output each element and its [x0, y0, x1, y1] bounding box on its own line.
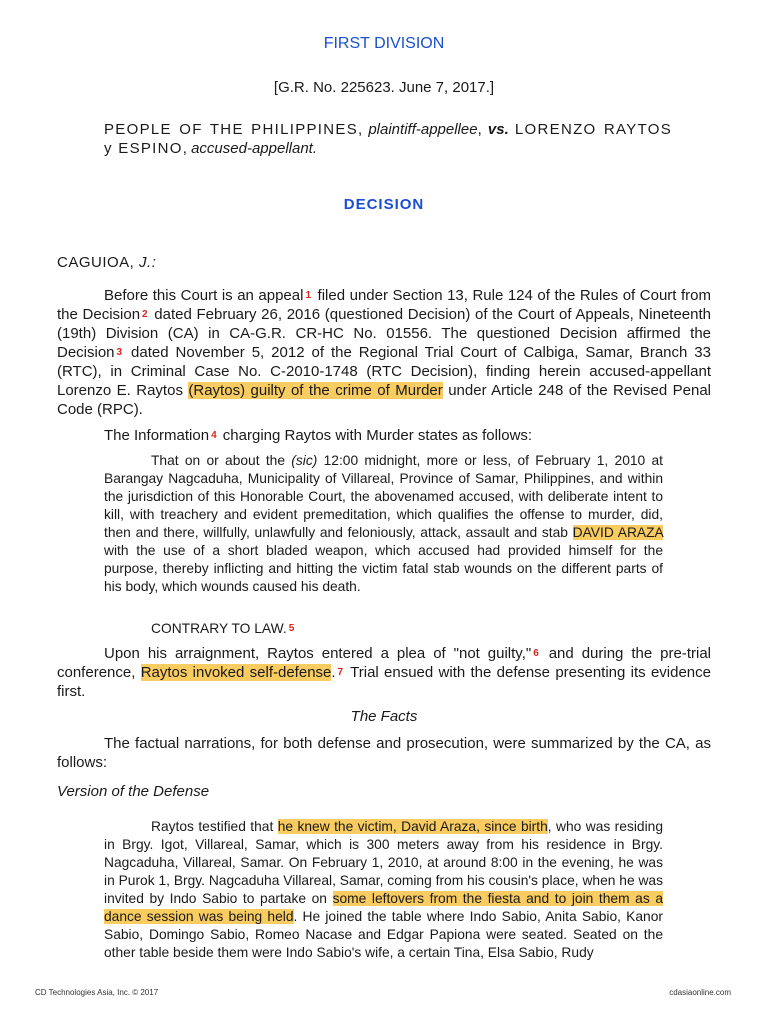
quote3-text-1: Raytos testified that	[151, 819, 278, 834]
para1-text-5: under Article 248 of the Revised Penal Code (RPC).	[57, 382, 711, 418]
case-parties: PEOPLE OF THE PHILIPPINES, plaintiff-appellee, vs. LORENZO RAYTOS y ESPINO, accused-appellant.	[104, 121, 673, 157]
facts-heading: The Facts	[350, 708, 418, 725]
quote3-text-3: . He joined the table where Indo Sabio, Anita Sabio, Kanor Sabio, Domingo Sabio, Romeo Nacase and Edgar Papiona were seated. Seated on the other table beside them were Indo Sabio's wife, a certain Tina, Elsa Sabio, Rudy	[104, 909, 663, 960]
para1-text-4: dated November 5, 2012 of the Regional Trial Court of Calbiga, Samar, Branch 33 (RTC), in Criminal Case No. C-2010-1748 (RTC Decision), finding herein accused-appellant Lorenzo E. Raytos	[57, 344, 711, 399]
ponente-title: J.:	[139, 254, 157, 271]
footnote-4-link[interactable]: 4	[211, 430, 217, 441]
party-appellant: LORENZO RAYTOS y ESPINO	[104, 121, 673, 157]
party-appellee: PEOPLE OF THE PHILIPPINES	[104, 121, 359, 138]
quote3-text-2: , who was residing in Brgy. Igot, Villareal, Samar, which is 300 meters away from his residence in Brgy. Nagcaduha, Villareal, Samar. On February 1, 2010, at around 8:00 in the evening, he was in Purok 1, Brgy. Nagcaduha Villareal, Samar, coming from his cousin's place, when he was invited by Indo Sabio to partake on	[104, 819, 663, 906]
paragraph-4: The factual narrations, for both defense and prosecution, were summarized by the CA, as follows:	[57, 735, 711, 771]
footnote-6-link[interactable]: 6	[533, 648, 539, 659]
footnote-5-link[interactable]: 5	[288, 623, 295, 634]
defense-quote	[104, 818, 663, 962]
footnote-1-link[interactable]: 1	[305, 290, 312, 301]
para3-text-4: Trial ensued with the defense presenting its evidence first.	[57, 664, 711, 700]
ponente-name: CAGUIOA,	[57, 254, 135, 271]
para3-text-1: Upon his arraignment, Raytos entered a plea of "not guilty,"	[104, 645, 532, 662]
para1-text-2: filed under Section 13, Rule 124 of the Rules of Court from the Decision	[57, 287, 711, 323]
footer-website[interactable]: cdasiaonline.com	[669, 988, 731, 997]
case-number: [G.R. No. 225623. June 7, 2017.]	[273, 79, 495, 96]
highlight-knew-victim: he knew the victim, David Araza, since birth	[277, 819, 548, 834]
highlight-guilty-murder: (Raytos) guilty of the crime of Murder	[188, 382, 443, 399]
contrary-text: CONTRARY TO LAW.	[151, 621, 287, 636]
para2-text-2: charging Raytos with Murder states as follows:	[218, 427, 533, 444]
para1-text-3: dated February 26, 2016 (questioned Decision) of the Court of Appeals, Nineteenth (19th) Division (CA) in CA-G.R. CR-HC No. 01556. The questioned Decision affirmed the Decision	[57, 306, 711, 361]
footnote-3-link[interactable]: 3	[116, 347, 123, 358]
highlight-victim-name: DAVID ARAZA	[572, 525, 663, 540]
ponente	[57, 254, 156, 271]
paragraph-3	[57, 644, 711, 701]
para3-text-3: .	[331, 664, 336, 681]
decision-title: DECISION	[343, 196, 425, 213]
paragraph-1	[57, 286, 711, 419]
division-heading: FIRST DIVISION	[323, 35, 445, 52]
para3-text-2: and during the pre-trial conference,	[57, 645, 711, 681]
highlight-self-defense: Raytos invoked self-defense	[140, 664, 332, 681]
para2-text-1: The Information	[104, 427, 210, 444]
information-quote	[104, 452, 663, 596]
quote1-text-1: That on or about the	[151, 453, 292, 468]
quote1-sic: (sic)	[291, 453, 318, 468]
footnote-7-link[interactable]: 7	[337, 667, 344, 678]
footnote-2-link[interactable]: 2	[142, 309, 148, 320]
para1-text-1: Before this Court is an appeal	[104, 287, 304, 304]
contrary-to-law	[151, 620, 651, 638]
footer-copyright: CD Technologies Asia, Inc. © 2017	[35, 988, 159, 997]
party-appellee-role: plaintiff-appellee	[368, 121, 478, 138]
versus-label: vs.	[487, 121, 509, 138]
quote1-text-2: 12:00 midnight, more or less, of February 1, 2010 at Barangay Nagcaduha, Municipality of Villareal, Province of Samar, Philippines, and within the jurisdiction of this Honorable Court, the abovenamed accused, with deliberate intent to kill, with treachery and evident premeditation, which qualifies the offense to murder, did, then and there, willfully, unlawfully and feloniously, attack, assault and stab	[104, 453, 663, 540]
party-appellant-role: accused-appellant.	[191, 140, 318, 157]
paragraph-2	[104, 426, 711, 445]
highlight-leftovers: some leftovers from the fiesta and to join them as a dance session was being held	[104, 891, 663, 924]
defense-heading: Version of the Defense	[57, 783, 210, 800]
quote1-text-3: with the use of a short bladed weapon, which accused had provided himself for the purpose, thereby inflicting and hitting the victim fatal stab wounds on the different parts of his body, which wounds caused his death.	[104, 543, 663, 594]
